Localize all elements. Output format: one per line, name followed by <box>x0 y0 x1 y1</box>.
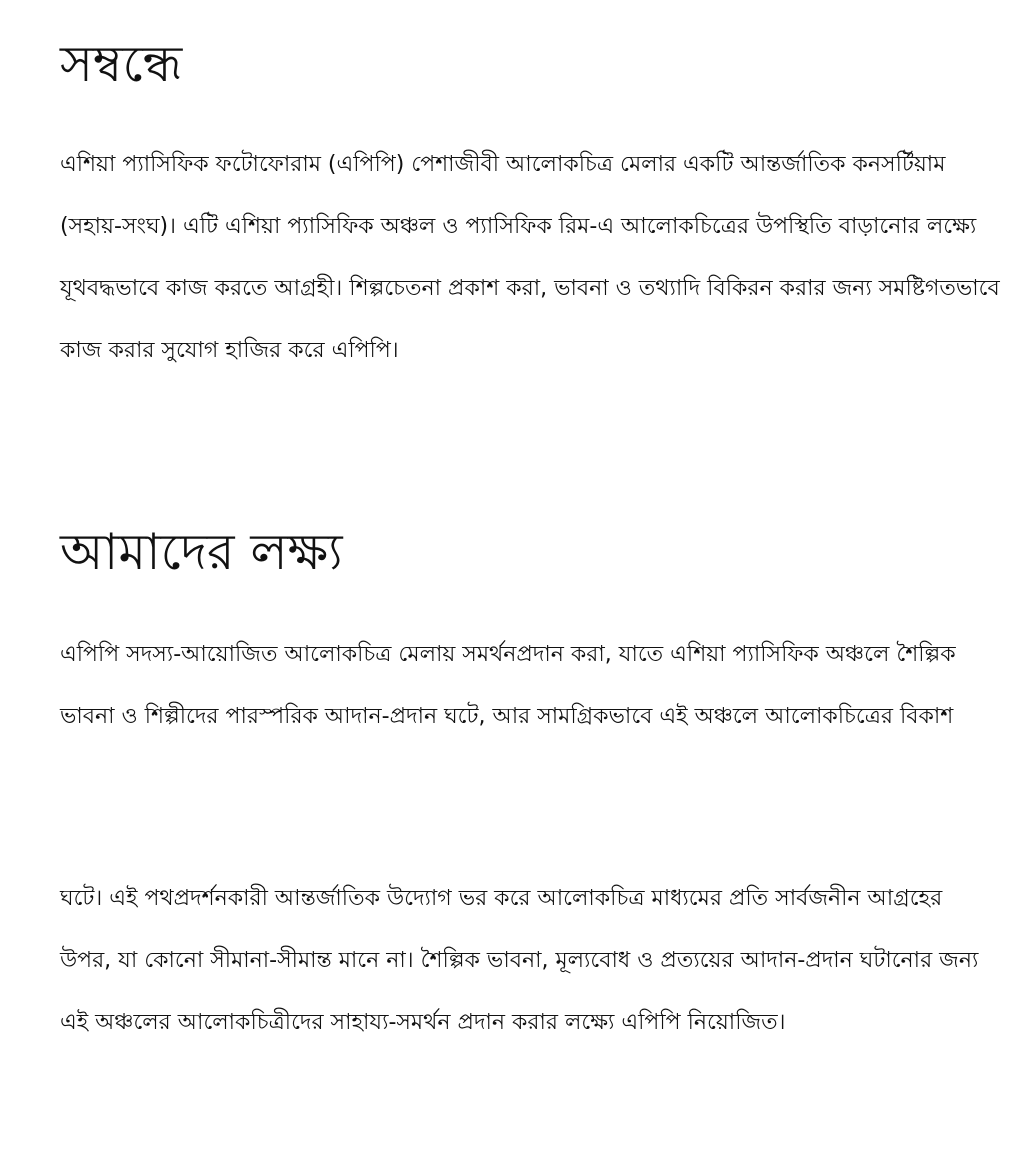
about-heading: সম্বন্ধে <box>60 35 183 93</box>
mission-heading: আমাদের লক্ষ্য <box>60 523 343 581</box>
mission-paragraph-1: এপিপি সদস্য-আয়োজিত আলোকচিত্র মেলায় সমর্থনপ্রদান করা, যাতে এশিয়া প্যাসিফিক অঞ্চলে শৈল্পিক ভাবনা ও শিল্পীদের পারস্পরিক আদান-প্রদান ঘটে, আর সামগ্রিকভাবে এই অঞ্চলে আলোকচিত্রের বিকাশ <box>60 642 956 729</box>
about-paragraph: এশিয়া প্যাসিফিক ফটোফোরাম (এপিপি) পেশাজীবী আলোকচিত্র মেলার একটি আন্তর্জাতিক কনসর্টিয়াম (সহায়-সংঘ)। এটি এশিয়া প্যাসিফিক অঞ্চল ও প্যাসিফিক রিম-এ আলোকচিত্রের উপস্থিতি বাড়ানোর লক্ষ্যে যূথবদ্ধভাবে কাজ করতে আগ্রহী। শিল্পচেতনা প্রকাশ করা, ভাবনা ও তথ্যাদি বিকিরন করার জন্য সমষ্টিগতভাবে কাজ করার সুযোগ হাজির করে এপিপি। <box>60 152 1000 363</box>
mission-paragraph-2: ঘটে। এই পথপ্রদর্শনকারী আন্তর্জাতিক উদ্যোগ ভর করে আলোকচিত্র মাধ্যমের প্রতি সার্বজনীন আগ্রহের উপর, যা কোনো সীমানা-সীমান্ত মানে না। শৈল্পিক ভাবনা, মূল্যবোধ ও প্রত্যয়ের আদান-প্রদান ঘটানোর জন্য এই অঞ্চলের আলোকচিত্রীদের সাহায্য-সমর্থন প্রদান করার লক্ষ্যে এপিপি নিয়োজিত। <box>60 886 979 1035</box>
